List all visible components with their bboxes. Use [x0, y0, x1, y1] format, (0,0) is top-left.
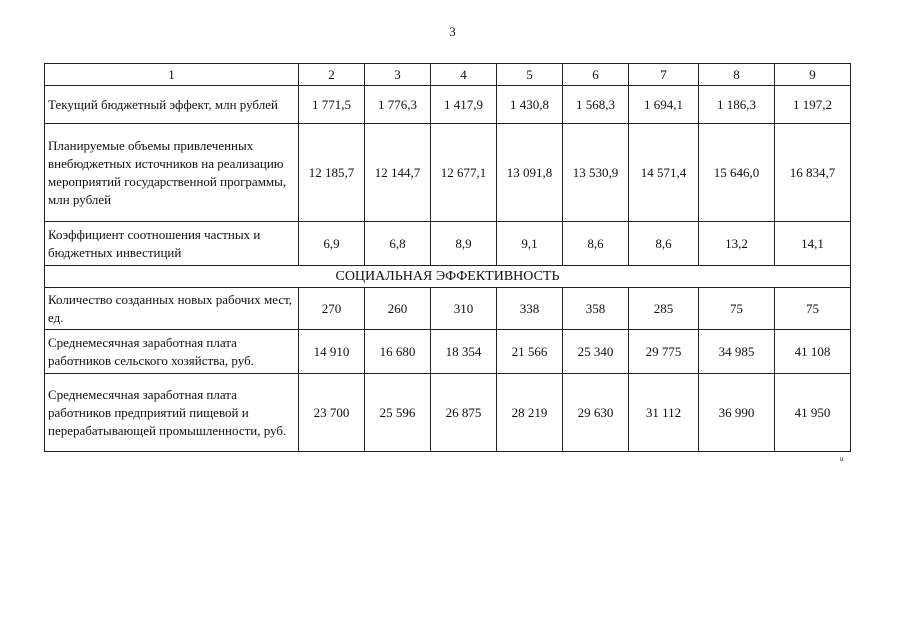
row-label: Текущий бюджетный эффект, млн рублей	[45, 86, 299, 124]
section-title: СОЦИАЛЬНАЯ ЭФФЕКТИВНОСТЬ	[45, 266, 851, 288]
table-cell: 1 568,3	[563, 86, 629, 124]
table-cell: 75	[775, 288, 851, 330]
column-header: 3	[365, 64, 431, 86]
table-cell: 31 112	[629, 374, 699, 452]
table-cell: 29 630	[563, 374, 629, 452]
table-cell: 270	[299, 288, 365, 330]
table-cell: 1 186,3	[699, 86, 775, 124]
table-row-salary-food-industry	[45, 374, 851, 452]
page-number: 3	[449, 24, 456, 39]
table-cell: 25 340	[563, 330, 629, 374]
table-cell: 13 091,8	[497, 124, 563, 222]
row-label: Планируемые объемы привлеченных внебюджетных источников на реализацию мероприятий государственной программы, млн рублей	[45, 124, 299, 222]
table-cell: 41 950	[775, 374, 851, 452]
table-cell: 75	[699, 288, 775, 330]
table-cell: 8,6	[563, 222, 629, 266]
table-cell: 338	[497, 288, 563, 330]
section-header-row	[45, 266, 851, 288]
table-cell: 12 677,1	[431, 124, 497, 222]
table-cell: 14 910	[299, 330, 365, 374]
table-cell: 29 775	[629, 330, 699, 374]
table-cell: 310	[431, 288, 497, 330]
column-header: 1	[45, 64, 299, 86]
table-row-new-jobs	[45, 288, 851, 330]
table-cell: 8,6	[629, 222, 699, 266]
table-cell: 9,1	[497, 222, 563, 266]
table-cell: 15 646,0	[699, 124, 775, 222]
table-row-salary-agriculture	[45, 330, 851, 374]
table-row-investment-ratio	[45, 222, 851, 266]
row-label: Количество созданных новых рабочих мест, ед.	[45, 288, 299, 330]
table-cell: 12 185,7	[299, 124, 365, 222]
table-cell: 14,1	[775, 222, 851, 266]
column-header: 7	[629, 64, 699, 86]
table-cell: 1 694,1	[629, 86, 699, 124]
table-cell: 1 417,9	[431, 86, 497, 124]
column-header: 4	[431, 64, 497, 86]
table-cell: 16 680	[365, 330, 431, 374]
table-row-current-budget-effect	[45, 86, 851, 124]
row-label: Коэффициент соотношения частных и бюджетных инвестиций	[45, 222, 299, 266]
table-cell: 25 596	[365, 374, 431, 452]
table-cell: 14 571,4	[629, 124, 699, 222]
table-cell: 13 530,9	[563, 124, 629, 222]
table-row-planned-extrabudgetary	[45, 124, 851, 222]
table-cell: 1 430,8	[497, 86, 563, 124]
table-cell: 28 219	[497, 374, 563, 452]
table-cell: 1 776,3	[365, 86, 431, 124]
column-header: 8	[699, 64, 775, 86]
table-cell: 1 197,2	[775, 86, 851, 124]
row-label: Среднемесячная заработная плата работников сельского хозяйства, руб.	[45, 330, 299, 374]
table-cell: 285	[629, 288, 699, 330]
table-cell: 41 108	[775, 330, 851, 374]
table-cell: 8,9	[431, 222, 497, 266]
table-cell: 23 700	[299, 374, 365, 452]
column-header: 6	[563, 64, 629, 86]
table-cell: 26 875	[431, 374, 497, 452]
table-cell: 34 985	[699, 330, 775, 374]
table-cell: 36 990	[699, 374, 775, 452]
table-cell: 16 834,7	[775, 124, 851, 222]
table-cell: 1 771,5	[299, 86, 365, 124]
indicators-table	[44, 63, 851, 452]
table-cell: 21 566	[497, 330, 563, 374]
table-cell: 13,2	[699, 222, 775, 266]
column-header: 5	[497, 64, 563, 86]
table-header-row	[45, 64, 851, 86]
row-label: Среднемесячная заработная плата работников предприятий пищевой и перерабатывающей промышленности, руб.	[45, 374, 299, 452]
column-header: 9	[775, 64, 851, 86]
table-cell: 18 354	[431, 330, 497, 374]
page-mark: u	[840, 455, 844, 463]
table-cell: 12 144,7	[365, 124, 431, 222]
table-cell: 6,9	[299, 222, 365, 266]
table-cell: 6,8	[365, 222, 431, 266]
table-cell: 358	[563, 288, 629, 330]
table-cell: 260	[365, 288, 431, 330]
column-header: 2	[299, 64, 365, 86]
